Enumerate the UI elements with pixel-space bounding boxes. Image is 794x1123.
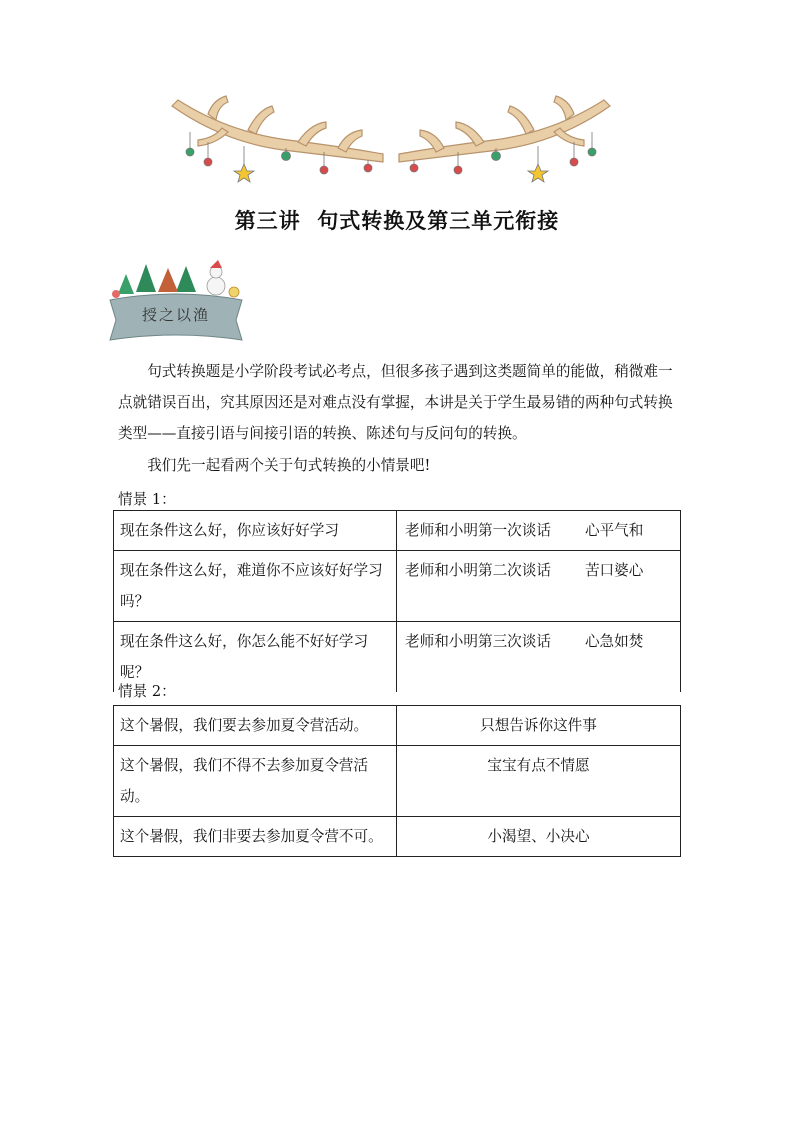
left-antler: [172, 96, 383, 162]
mood-text: 心急如焚: [584, 633, 644, 650]
table-row: [114, 551, 681, 622]
scene2-label: 情景 2：: [118, 683, 176, 700]
right-antler: [399, 96, 610, 162]
sentence-cell: 现在条件这么好，你应该好好学习: [114, 511, 397, 551]
scene1-label: 情景 1：: [118, 491, 176, 508]
table-row: [114, 817, 681, 857]
talk-text: 老师和小明第三次谈话: [405, 633, 551, 650]
badge-text: 授之以渔: [142, 306, 211, 324]
antler-decoration: [168, 92, 614, 184]
context-cell: [397, 551, 681, 622]
page-title: 第三讲 句式转换及第三单元衔接: [234, 209, 560, 233]
sentence-cell: 这个暑假，我们要去参加夏令营活动。: [114, 706, 397, 746]
sentence-cell: 这个暑假，我们非要去参加夏令营不可。: [114, 817, 397, 857]
christmas-trees-icon: [118, 264, 196, 294]
scene2-table: [113, 705, 681, 857]
sentence-cell: 这个暑假，我们不得不去参加夏令营活动。: [114, 746, 397, 817]
intro-paragraph: 句式转换题是小学阶段考试必考点，但很多孩子遇到这类题简单的能做，稍微难一点就错误百出，究其原因还是对难点没有掌握，本讲是关于学生最易错的两种句式转换类型——直接引语与间接引语的转换、陈述句与反问句的转换。: [118, 363, 673, 442]
talk-text: 老师和小明第一次谈话: [405, 522, 551, 539]
sentence-cell: 现在条件这么好，难道你不应该好好学习吗？: [114, 551, 397, 622]
snowman-icon: [207, 260, 225, 295]
feeling-cell: 小渴望、小决心: [397, 817, 681, 857]
table-row: [114, 622, 681, 693]
sentence-cell: 现在条件这么好，你怎么能不好好学习呢？: [114, 622, 397, 693]
context-cell: [397, 511, 681, 551]
mood-text: 苦口婆心: [584, 562, 644, 579]
context-cell: [397, 622, 681, 693]
badge-decoration: [106, 258, 246, 348]
intro-paragraph-2: 我们先一起看两个关于句式转换的小情景吧!: [147, 457, 431, 474]
table-row: [114, 706, 681, 746]
scene1-table: [113, 510, 681, 692]
talk-text: 老师和小明第二次谈话: [405, 562, 551, 579]
feeling-cell: 宝宝有点不情愿: [397, 746, 681, 817]
mood-text: 心平气和: [584, 522, 644, 539]
table-row: [114, 511, 681, 551]
feeling-cell: 只想告诉你这件事: [397, 706, 681, 746]
table-row: [114, 746, 681, 817]
